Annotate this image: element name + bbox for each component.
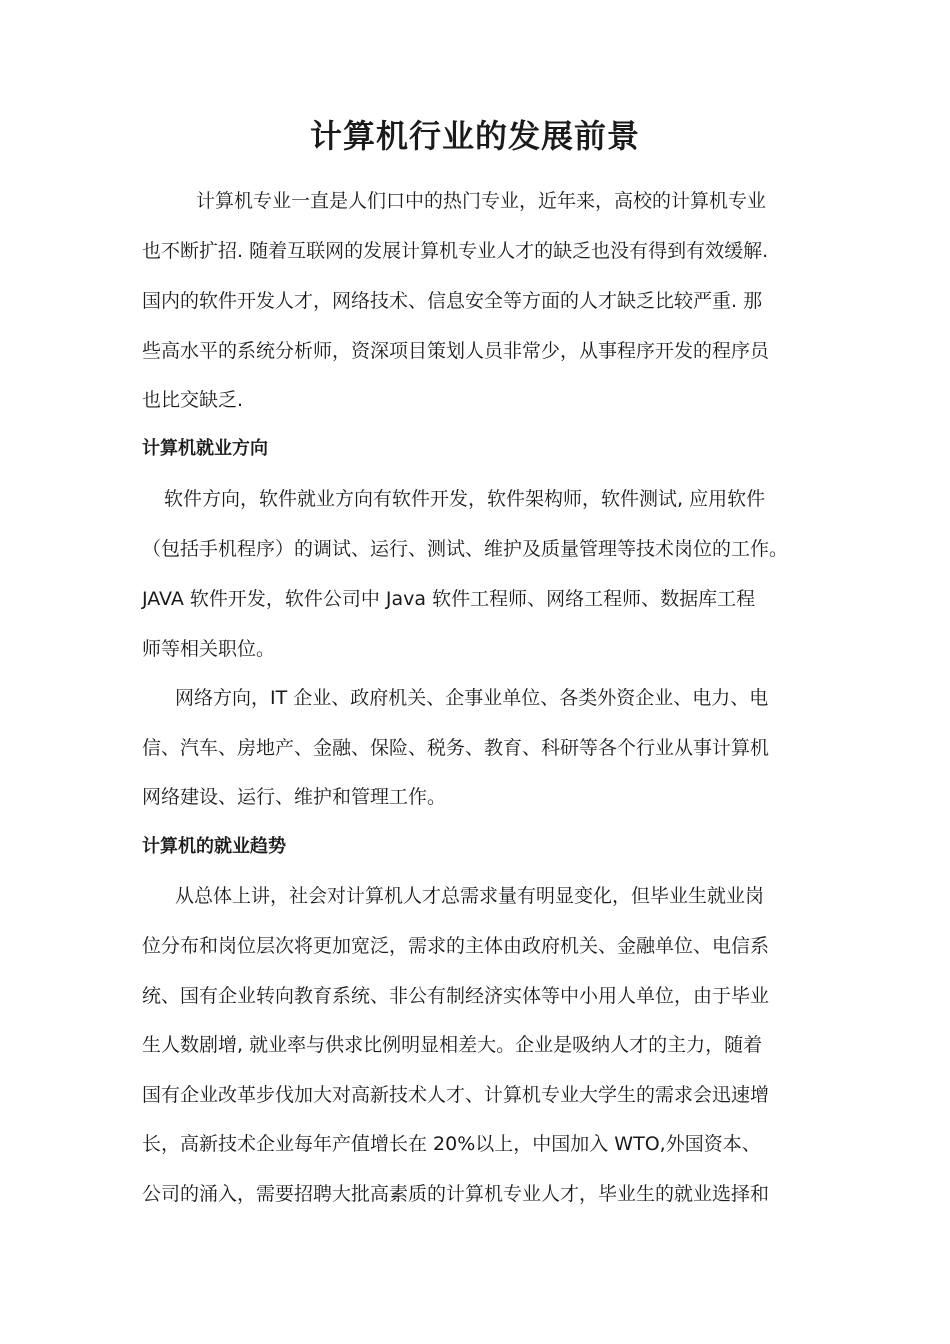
paragraph-line: 也不断扩招. 随着互联网的发展计算机专业人才的缺乏也没有得到有效缓解. xyxy=(142,240,769,262)
paragraph-line: 长，高新技术企业每年产值增长在 20%以上，中国加入 WTO,外国资本、 xyxy=(142,1133,761,1155)
paragraph-line: 公司的涌入，需要招聘大批高素质的计算机专业人才，毕业生的就业选择和 xyxy=(142,1183,770,1205)
paragraph-line: 网络方向，IT 企业、政府机关、企事业单位、各类外资企业、电力、电 xyxy=(175,687,769,709)
section-heading: 计算机的就业趋势 xyxy=(142,836,286,857)
paragraph-line: 生人数剧增, 就业率与供求比例明显相差大。企业是吸纳人才的主力，随着 xyxy=(142,1034,763,1056)
paragraph-line: 些高水平的系统分析师，资深项目策划人员非常少，从事程序开发的程序员 xyxy=(142,340,770,362)
paragraph-line: 信、汽车、房地产、金融、保险、税务、教育、科研等各个行业从事计算机 xyxy=(142,737,770,759)
paragraph-line: 师等相关职位。 xyxy=(142,638,276,660)
document-title: 计算机行业的发展前景 xyxy=(309,117,640,155)
paragraph-line: JAVA 软件开发，软件公司中 Java 软件工程师、网络工程师、数据库工程 xyxy=(142,588,756,610)
paragraph-line: 计算机专业一直是人们口中的热门专业，近年来，高校的计算机专业 xyxy=(196,190,767,212)
paragraph-line: 网络建设、运行、维护和管理工作。 xyxy=(142,786,447,808)
paragraph-line: 位分布和岗位层次将更加宽泛，需求的主体由政府机关、金融单位、电信系 xyxy=(142,935,770,957)
section-heading: 计算机就业方向 xyxy=(142,438,268,459)
paragraph-line: 从总体上讲，社会对计算机人才总需求量有明显变化，但毕业生就业岗 xyxy=(175,885,765,907)
paragraph-line: （包括手机程序）的调试、运行、测试、维护及质量管理等技术岗位的工作。 xyxy=(142,538,789,560)
paragraph-line: 国有企业改革步伐加大对高新技术人才、计算机专业大学生的需求会迅速增 xyxy=(142,1084,770,1106)
paragraph-line: 统、国有企业转向教育系统、非公有制经济实体等中小用人单位，由于毕业 xyxy=(142,985,770,1007)
paragraph-line: 软件方向，软件就业方向有软件开发，软件架构师，软件测试, 应用软件 xyxy=(164,488,766,510)
paragraph-line: 也比交缺乏. xyxy=(142,389,244,411)
paragraph-line: 国内的软件开发人才，网络技术、信息安全等方面的人才缺乏比较严重. 那 xyxy=(142,290,763,312)
